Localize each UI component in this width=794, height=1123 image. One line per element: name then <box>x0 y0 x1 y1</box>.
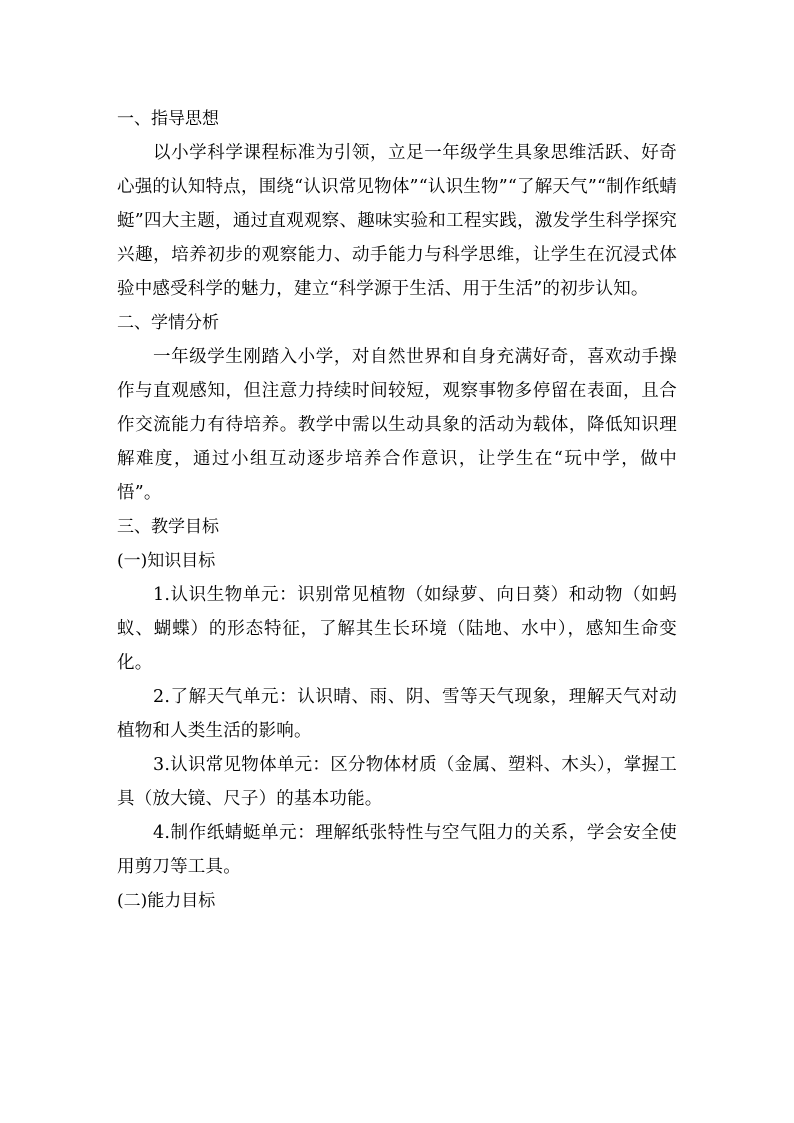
section-heading-teaching-goals: 三、教学目标 <box>117 517 219 537</box>
section-heading-student-analysis: 二、学情分析 <box>117 313 219 333</box>
paragraph-goal-common-objects: 3.认识常见物体单元：区分物体材质（金属、塑料、木头），掌握工具（放大镜、尺子）的基本功能。 <box>117 755 677 809</box>
document-body <box>117 102 677 918</box>
paragraph-student-analysis: 一年级学生刚踏入小学，对自然世界和自身充满好奇，喜欢动手操作与直观感知，但注意力持续时间较短，观察事物多停留在表面，且合作交流能力有待培养。教学中需以生动具象的活动为载体，降低知识理解难度，通过小组互动逐步培养合作意识，让学生在“玩中学，做中悟”。 <box>117 347 677 503</box>
subsection-heading-ability-goals: (二)能力目标 <box>117 891 216 911</box>
paragraph-goal-paper-dragonfly: 4.制作纸蜻蜓单元：理解纸张特性与空气阻力的关系，学会安全使用剪刀等工具。 <box>117 823 677 877</box>
paragraph-guiding-thought: 以小学科学课程标准为引领，立足一年级学生具象思维活跃、好奇心强的认知特点，围绕“认识常见物体”“认识生物”“了解天气”“制作纸蜻蜓”四大主题，通过直观观察、趣味实验和工程实践，激发学生科学探究兴趣，培养初步的观察能力、动手能力与科学思维，让学生在沉浸式体验中感受科学的魅力，建立“科学源于生活、用于生活”的初步认知。 <box>117 143 677 299</box>
section-heading-guiding-thought: 一、指导思想 <box>117 109 219 129</box>
subsection-heading-knowledge-goals: (一)知识目标 <box>117 551 216 571</box>
paragraph-goal-weather: 2.了解天气单元：认识晴、雨、阴、雪等天气现象，理解天气对动植物和人类生活的影响。 <box>117 687 677 741</box>
paragraph-goal-living-things: 1.认识生物单元：识别常见植物（如绿萝、向日葵）和动物（如蚂蚁、蝴蝶）的形态特征，了解其生长环境（陆地、水中），感知生命变化。 <box>117 585 677 673</box>
